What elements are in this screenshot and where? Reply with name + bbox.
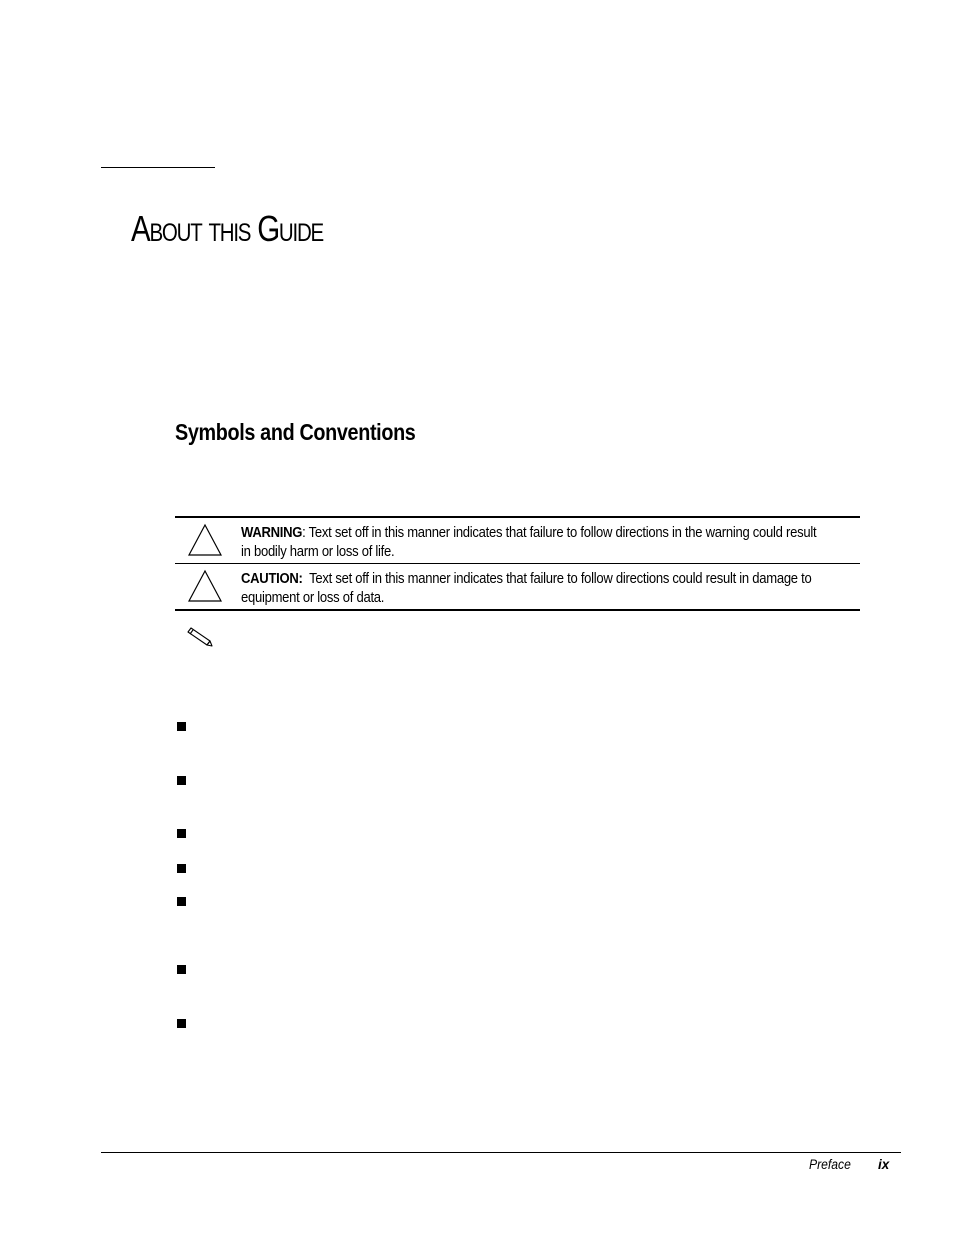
footer-section-name: Preface <box>809 1157 851 1172</box>
caution-triangle-icon <box>187 569 223 603</box>
caution-line-1: Text set off in this manner indicates that failure to follow directions could result in damage to <box>309 571 812 587</box>
notice-table <box>175 516 860 611</box>
square-bullet-icon <box>177 776 186 785</box>
square-bullet-icon <box>177 1019 186 1028</box>
caution-label: CAUTION: <box>241 571 303 587</box>
caution-text <box>241 570 812 608</box>
square-bullet-icon <box>177 965 186 974</box>
caution-line-2: equipment or loss of data. <box>241 590 385 606</box>
warning-notice <box>175 518 860 563</box>
square-bullet-icon <box>177 864 186 873</box>
warning-text: WARNING: Text set off in this manner indicates that failure to follow directions in the warning could result in bodily harm or loss of life. <box>241 525 817 560</box>
chapter-top-rule <box>101 167 215 168</box>
warning-triangle-icon <box>187 523 223 557</box>
footer-rule <box>101 1152 901 1153</box>
caution-notice <box>175 563 860 609</box>
square-bullet-icon <box>177 897 186 906</box>
section-heading: Symbols and Conventions <box>175 419 416 445</box>
square-bullet-icon <box>177 829 186 838</box>
warning-line-2: in bodily harm or loss of life. <box>241 544 395 560</box>
chapter-title: About this Guide <box>131 208 323 249</box>
square-bullet-icon <box>177 722 186 731</box>
warning-label: WARNING <box>241 525 303 541</box>
footer-page-number: ix <box>878 1157 890 1172</box>
warning-line-1: Text set off in this manner indicates that failure to follow directions in the warning could result <box>308 525 817 541</box>
pencil-icon <box>183 625 213 647</box>
